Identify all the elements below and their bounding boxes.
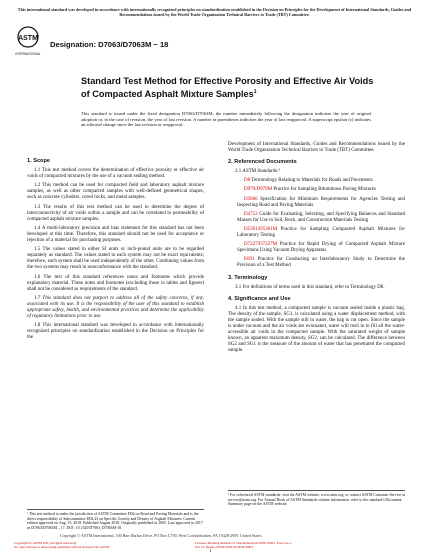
para-1-8-cont: Development of International Standards, Guides and Recommendations issued by the World Trade Organization Technical Barriers to Trade (TBT) Committee. — [228, 142, 405, 154]
title-footnote-mark: 1 — [253, 88, 257, 95]
significance-heading: 4. Significance and Use — [228, 295, 291, 302]
reference-item — [228, 197, 405, 209]
para-1-4: 1.4 A multi-laboratory precision and bias statement for this standard has not been developed at this time. Therefore, this standard should not be used for acceptance or rejection of a material for purchasing purposes. — [27, 225, 204, 244]
para-1-3: 1.3 The results of this test method can be used to determine the degree of interconnectivity of air voids within a sample and can be correlated to permeability of compacted asphalt mixture samples. — [27, 204, 204, 222]
reference-link[interactable]: D979/D979M — [244, 187, 273, 193]
reference-item — [228, 187, 405, 193]
terminology-heading: 3. Terminology — [228, 274, 268, 281]
reference-link[interactable]: D5361/D5361M — [244, 226, 278, 232]
para-1-6: 1.6 The text of this standard references notes and footnotes which provide explanatory material. These notes and footnotes (excluding those in tables and figures) shall not be considered as requirements of the standard. — [27, 274, 204, 292]
reference-item — [228, 227, 405, 239]
para-4-1: 4.1 In this test method, a compacted sample is vacuum sealed inside a plastic bag. The density of the sample, SG1, is calculated using a water displacement method, with the sample sealed. With the sample still in water, the bag is cut open. Since the sample is under vacuum and the air voids are evacuated, water will rush in to fill all the water-accessible air voids in the compacted sample. With the saturated weight of sample known, an apparent maximum density, SG2, can be calculated. The difference between SG2 and SG1 is the measure of the amount of water that has penetrated the compacted sample. — [228, 305, 405, 354]
referenced-documents-heading: 2. Referenced Documents — [228, 159, 297, 166]
reference-title: Specification for Minimum Requirements for Agencies Testing and Inspecting Road and Paving Materials — [237, 196, 405, 208]
scope-heading: 1. Scope — [27, 158, 51, 164]
astm-logo-icon — [17, 26, 39, 58]
page-number: 1 — [209, 548, 212, 553]
para-1-5: 1.5 The values stated in either SI units or inch-pound units are to be regarded separately as standard. The values stated in each system may not be exact equivalents; therefore, each system shall be used independently of the other. Combining values from the two systems may result in nonconformance with the standard. — [27, 247, 204, 271]
left-column — [27, 153, 204, 344]
logo-caption: INTERNATIONAL — [15, 52, 41, 56]
reference-link[interactable]: D3666 — [244, 196, 258, 202]
document-title — [81, 76, 381, 99]
reference-title: Practice for Rapid Drying of Compacted Asphalt Mixture Specimens Using Vacuum Drying Apparatus — [237, 242, 405, 254]
footnote-1: ¹ This test method is under the jurisdiction of ASTM Committee D04 on Road and Paving Materials and is the direct responsibility of Subcommittee D04.23 on Specific Gravity and Density of Asphalt Mixtures. Current edition approved on Aug. 15, 2018. Published August 2018. Originally published in 2005. Last approved in 2017 as D7063/D7063M – 17. DOI: 10.1520/D7063_D7063M-18. — [27, 509, 204, 530]
para-1-8: 1.8 This international standard was developed in accordance with internationally recognized principles on standardization established in the Decision on Principles for the — [27, 323, 204, 341]
title-text: Standard Test Method for Effective Porosity and Effective Air Voids of Compacted Asphalt Mixture Samples — [81, 76, 374, 99]
license-left: Copyright by ASTM Int'l (all rights reserved); No reproduction or networking permitted without license from ASTM — [14, 541, 110, 549]
right-column — [228, 142, 405, 358]
reference-link[interactable]: D7227/D7227M — [244, 242, 278, 248]
standard-notice: This international standard was developed in accordance with internationally recognized principles on standardization established in the Decision on Principles for the Development of International Standards, Guides and Recommendations issued by the World Trade Organization Technical Barriers to Trade (TBT) Committee. — [17, 7, 412, 17]
astm-standards-label: 2.1 ASTM Standards:² — [235, 169, 280, 175]
reference-title: Practice for Conducting an Interlaboratory Study to Determine the Precision of a Test Method — [237, 257, 405, 269]
reference-title: Practice for Sampling Bituminous Paving Mixtures — [272, 187, 376, 193]
svg-text:ASTM: ASTM — [18, 35, 38, 42]
reference-title: Guide for Evaluating, Selecting, and Specifying Balances and Standard Masses for Use in Soil, Rock, and Construction Materials Testing — [237, 211, 405, 223]
para-1-2: 1.2 This method can be used for compacted field and laboratory asphalt mixture samples, as well as other compacted samples with well-defined geometrical shapes, such as concrete cylinders, cored rocks, and metal samples. — [27, 183, 204, 201]
reference-item — [228, 212, 405, 224]
designation-note: This standard is issued under the fixed designation D7063/D7063M; the number immediately following the designation indicates the year of original adoption or, in the case of revision, the year of last revision. A number in parentheses indicates the year of last reapproval. A superscript epsilon (ε) indicates an editorial change since the last revision or reapproval. — [81, 111, 371, 128]
para-3-1: 3.1 For definitions of terms used in this standard, refer to Terminology D8. — [235, 284, 385, 290]
reference-item — [228, 242, 405, 254]
reference-title: Terminology Relating to Materials for Roads and Pavements — [250, 178, 373, 184]
reference-link[interactable]: E691 — [244, 257, 255, 263]
copyright-line: Copyright © ASTM International, 100 Barr Harbor Drive, PO Box C700, West Conshohocken, PA 19428-2959. United States — [60, 533, 262, 538]
reference-item — [228, 178, 405, 184]
reference-link[interactable]: D8 — [244, 178, 251, 184]
para-1-1: 1.1 This test method covers the determination of effective porosity or effective air voids of compacted mixtures by the use of a vacuum sealing method. — [27, 168, 204, 180]
license-right: License=Zhejiang Institute of Standardization/5959110001, User=xu, z Not for Resale, 09/02/2018 19:46:30 MDT — [195, 541, 292, 549]
designation: Designation: D7063/D7063M − 18 — [50, 40, 169, 49]
reference-title: Practice for Sampling Compacted Asphalt Mixtures for Laboratory Testing — [237, 226, 405, 239]
reference-item — [228, 257, 405, 269]
reference-link[interactable]: D4753 — [244, 211, 258, 217]
reference-list — [228, 178, 405, 269]
para-1-7: 1.7 This standard does not purport to address all of the safety concerns, if any, associated with its use. It is the responsibility of the user of this standard to establish appropriate safety, health, and environmental practices and determine the applicability of regulatory limitations prior to use. — [27, 295, 204, 320]
footnote-2: ² For referenced ASTM standards, visit the ASTM website, www.astm.org, or contact ASTM Customer Service at service@astm.org. For Annual Book of ASTM Standards volume information, refer to the standard's Document Summary page on the ASTM website. — [228, 490, 405, 507]
